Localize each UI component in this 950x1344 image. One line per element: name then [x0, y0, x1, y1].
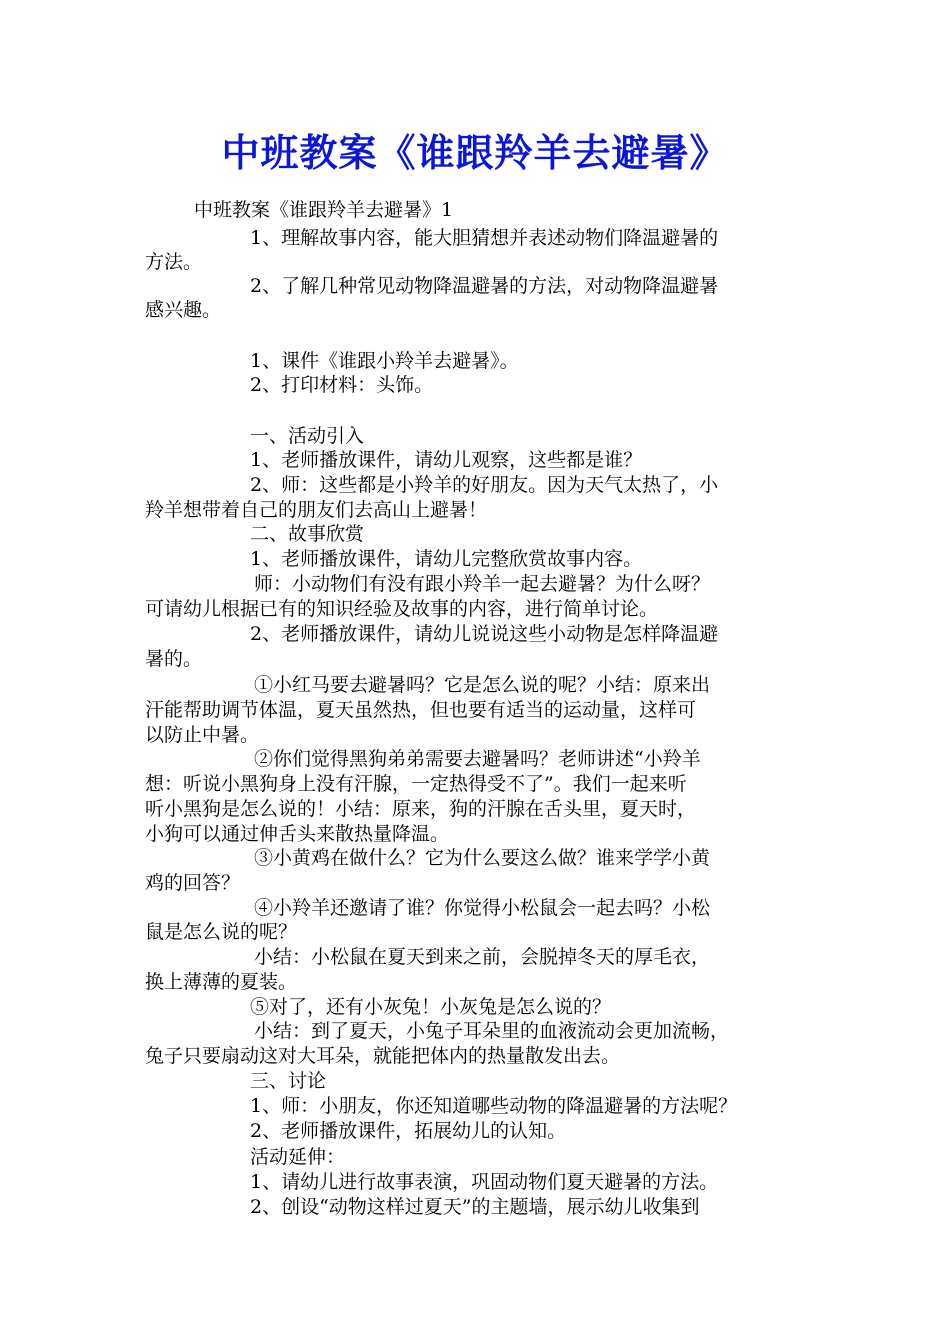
paragraph-line: ⑤对了，还有小灰兔！小灰兔是怎么说的？	[250, 996, 612, 1018]
paragraph-line: 1、老师播放课件，请幼儿观察，这些都是谁？	[250, 449, 643, 471]
paragraph-line: 以防止中暑。	[145, 724, 260, 746]
paragraph-line: 小狗可以通过伸舌头来散热量降温。	[145, 823, 450, 845]
paragraph-line: 2、老师播放课件，请幼儿说说这些小动物是怎样降温避	[250, 623, 719, 645]
paragraph-line: 小结：到了夏天，小兔子耳朵里的血液流动会更加流畅，	[254, 1020, 730, 1042]
goal-1: 1、理解故事内容，能大胆猜想并表述动物们降温避暑的	[250, 227, 719, 249]
goal-1-cont: 方法。	[145, 251, 203, 273]
paragraph-line: 小结：小松鼠在夏天到来之前，会脱掉冬天的厚毛衣，	[254, 946, 711, 968]
paragraph-line: 2、老师播放课件，拓展幼儿的认知。	[250, 1120, 567, 1142]
paragraph-line: 1、师：小朋友，你还知道哪些动物的降温避暑的方法呢？	[250, 1095, 738, 1117]
paragraph-line: ②你们觉得黑狗弟弟需要去避暑吗？老师讲述“小羚羊	[254, 748, 701, 770]
paragraph-line: 师：小动物们有没有跟小羚羊一起去避暑？为什么呀？	[254, 573, 711, 595]
section-heading-story: 二、故事欣赏	[250, 523, 365, 545]
paragraph-line: ①小红马要去避暑吗？它是怎么说的呢？小结：原来出	[254, 674, 711, 696]
document-title: 中班教案《谁跟羚羊去避暑》	[221, 131, 729, 175]
paragraph-line: ④小羚羊还邀请了谁？你觉得小松鼠会一起去吗？小松	[254, 897, 711, 919]
paragraph-line: 听小黑狗是怎么说的！小结：原来，狗的汗腺在舌头里，夏天时，	[145, 798, 697, 820]
paragraph-line: 暑的。	[145, 648, 203, 670]
prep-2: 2、打印材料：头饰。	[250, 374, 434, 396]
section-heading-intro: 一、活动引入	[250, 425, 365, 447]
paragraph-line: 换上薄薄的夏装。	[145, 971, 298, 993]
paragraph-line: 汗能帮助调节体温，夏天虽然热，但也要有适当的运动量，这样可	[145, 699, 697, 721]
prep-1: 1、课件《谁跟小羚羊去避暑》。	[250, 350, 519, 372]
section-heading-discussion: 三、讨论	[250, 1070, 327, 1092]
subtitle-line: 中班教案《谁跟羚羊去避暑》1	[194, 199, 454, 221]
section-heading-extension: 活动延伸：	[250, 1146, 346, 1168]
paragraph-line: 可请幼儿根据已有的知识经验及故事的内容，进行简单讨论。	[145, 598, 659, 620]
paragraph-line: 鸡的回答？	[145, 872, 241, 894]
paragraph-line: 1、老师播放课件，请幼儿完整欣赏故事内容。	[250, 548, 643, 570]
paragraph-line: 2、创设“动物这样过夏天”的主题墙，展示幼儿收集到	[250, 1196, 700, 1218]
goal-2: 2、了解几种常见动物降温避暑的方法，对动物降温避暑	[250, 275, 719, 297]
paragraph-line: 1、请幼儿进行故事表演，巩固动物们夏天避暑的方法。	[250, 1171, 719, 1193]
paragraph-line: 2、师：这些都是小羚羊的好朋友。因为天气太热了，小	[250, 474, 719, 496]
paragraph-line: 羚羊想带着自己的朋友们去高山上避暑！	[145, 499, 488, 521]
paragraph-line: 鼠是怎么说的呢？	[145, 921, 298, 943]
paragraph-line: ③小黄鸡在做什么？它为什么要这么做？谁来学学小黄	[254, 847, 711, 869]
paragraph-line: 兔子只要扇动这对大耳朵，就能把体内的热量散发出去。	[145, 1045, 621, 1067]
paragraph-line: 想：听说小黑狗身上没有汗腺，一定热得受不了”。我们一起来听	[145, 773, 687, 795]
goal-2-cont: 感兴趣。	[145, 299, 222, 321]
